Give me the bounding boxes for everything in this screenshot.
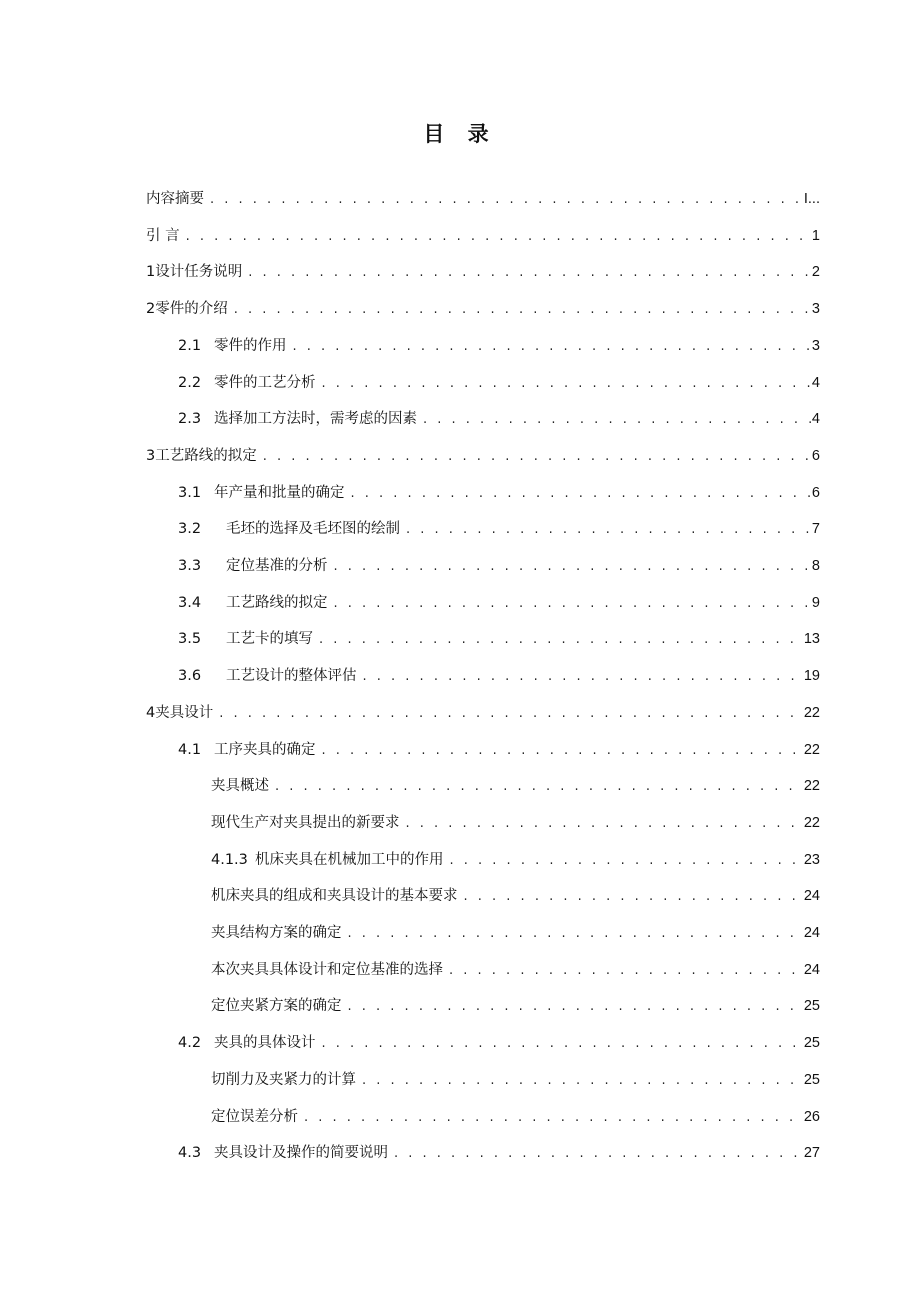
toc-entry-number: 4.1.3	[211, 852, 248, 868]
toc-entry[interactable]	[178, 592, 820, 614]
toc-entry-label	[178, 665, 359, 687]
toc-entry-text: 零件的作用	[214, 338, 287, 354]
toc-entry-label	[178, 335, 289, 357]
toc-entry[interactable]	[178, 335, 820, 357]
toc-leader-dots	[318, 373, 812, 395]
toc-entry-label	[211, 1069, 358, 1091]
toc-entry[interactable]	[211, 995, 820, 1017]
toc-entry-label	[178, 372, 318, 394]
toc-entry[interactable]	[211, 849, 820, 871]
toc-entry[interactable]	[178, 482, 820, 504]
toc-entry-page-number: 24	[803, 888, 820, 904]
toc-leader-dots	[358, 1070, 804, 1092]
toc-entry-text: 零件的介绍	[155, 301, 228, 317]
toc-entry[interactable]	[211, 812, 820, 834]
toc-entry-label	[178, 592, 330, 614]
toc-entry[interactable]	[146, 445, 820, 467]
toc-entry[interactable]	[211, 959, 820, 981]
toc-entry-text: 定位误差分析	[211, 1109, 298, 1125]
toc-entry[interactable]	[178, 739, 820, 761]
toc-leader-dots	[244, 262, 812, 284]
toc-entry-number: 3.4	[178, 595, 202, 611]
toc-entry[interactable]	[178, 665, 820, 687]
toc-entry[interactable]	[211, 922, 820, 944]
toc-entry-text: 现代生产对夹具提出的新要求	[211, 815, 400, 831]
toc-entry[interactable]	[211, 775, 820, 797]
toc-entry-page-number: 22	[803, 705, 820, 721]
toc-entry-number: 1	[146, 264, 156, 280]
toc-entry-label	[211, 849, 446, 871]
toc-entry-page-number: 27	[803, 1145, 820, 1161]
toc-entry-page-number: 22	[803, 815, 820, 831]
toc-leader-dots	[182, 226, 812, 248]
toc-entry-text: 切削力及夹紧力的计算	[211, 1072, 356, 1088]
toc-entry-page-number: 22	[803, 778, 820, 794]
toc-entry-text: 机床夹具在机械加工中的作用	[255, 852, 444, 868]
toc-leader-dots	[419, 409, 812, 431]
toc-entry[interactable]	[178, 518, 820, 540]
toc-leader-dots	[359, 666, 804, 688]
toc-entry-page-number: 2	[811, 264, 820, 280]
toc-leader-dots	[460, 886, 804, 908]
toc-entry-number: 2	[146, 301, 156, 317]
toc-entry[interactable]	[146, 188, 820, 210]
toc-entry-text: 定位基准的分析	[226, 558, 328, 574]
toc-entry-label	[178, 518, 402, 540]
toc-entry-number: 3.5	[178, 631, 202, 647]
toc-entry-page-number: 9	[811, 595, 820, 611]
toc-entry-page-number: 1	[811, 228, 820, 244]
toc-entry-number: 4.3	[178, 1145, 202, 1161]
toc-entry-page-number: 26	[803, 1109, 820, 1125]
toc-entry-text: 毛坯的选择及毛坯图的绘制	[226, 521, 400, 537]
toc-entry-label	[211, 959, 445, 981]
toc-entry-label	[146, 188, 206, 210]
toc-entry-label	[146, 702, 215, 724]
toc-entry-text: 选择加工方法时，需考虑的因素	[214, 411, 417, 427]
toc-entry-text: 设计任务说明	[155, 264, 243, 280]
toc-entry-number: 3.2	[178, 521, 202, 537]
toc-entry-text: 定位夹紧方案的确定	[211, 998, 342, 1014]
toc-entry-number: 2.2	[178, 375, 202, 391]
toc-leader-dots	[446, 850, 804, 872]
toc-entry-label	[178, 408, 419, 430]
toc-entry-number: 4	[146, 705, 156, 721]
toc-entry-text: 夹具概述	[211, 778, 269, 794]
toc-entry[interactable]	[211, 1069, 820, 1091]
toc-entry-label	[178, 1142, 390, 1164]
toc-entry-page-number: I...	[803, 191, 820, 207]
toc-leader-dots	[402, 519, 812, 541]
toc-entry-page-number: 24	[803, 925, 820, 941]
toc-leader-dots	[445, 960, 804, 982]
toc-entry-text: 机床夹具的组成和夹具设计的基本要求	[211, 888, 458, 904]
toc-entry[interactable]	[178, 628, 820, 650]
toc-entry-text: 工序夹具的确定	[214, 742, 316, 758]
toc-entry-page-number: 25	[803, 1035, 820, 1051]
toc-entry[interactable]	[146, 225, 820, 247]
toc-entry-page-number: 13	[803, 631, 820, 647]
toc-entry-text: 本次夹具具体设计和定位基准的选择	[211, 962, 443, 978]
toc-entry-number: 3	[146, 448, 156, 464]
toc-entry-label	[211, 1106, 300, 1128]
toc-entry[interactable]	[178, 372, 820, 394]
toc-entry[interactable]	[146, 298, 820, 320]
toc-entry-text: 年产量和批量的确定	[214, 485, 345, 501]
toc-entry-text: 夹具设计	[155, 705, 214, 721]
toc-leader-dots	[289, 336, 812, 358]
toc-entry-page-number: 25	[803, 998, 820, 1014]
toc-entry-page-number: 24	[803, 962, 820, 978]
toc-entry-label	[178, 1032, 318, 1054]
toc-entry-number: 4.1	[178, 742, 202, 758]
toc-entry[interactable]	[178, 555, 820, 577]
toc-entry-number: 3.1	[178, 485, 202, 501]
toc-entry-number: 2.3	[178, 411, 202, 427]
toc-leader-dots	[344, 923, 804, 945]
toc-entry-label	[178, 628, 315, 650]
toc-entry-label	[211, 812, 402, 834]
toc-entry-page-number: 19	[803, 668, 820, 684]
toc-leader-dots	[330, 556, 812, 578]
toc-entry[interactable]	[146, 261, 820, 283]
toc-entry-text: 引 言	[146, 228, 180, 244]
toc-leader-dots	[318, 740, 804, 762]
toc-leader-dots	[206, 189, 804, 211]
toc-leader-dots	[344, 996, 804, 1018]
toc-title: 目 录	[423, 122, 497, 146]
toc-entry[interactable]	[146, 702, 820, 724]
toc-entry-text: 工艺路线的拟定	[226, 595, 328, 611]
toc-entry-label	[178, 739, 318, 761]
toc-entry-number: 4.2	[178, 1035, 202, 1051]
toc-leader-dots	[230, 299, 812, 321]
toc-entry-page-number: 3	[811, 338, 820, 354]
toc-entry-page-number: 25	[803, 1072, 820, 1088]
toc-leader-dots	[271, 776, 804, 798]
toc-entry[interactable]	[211, 1106, 820, 1128]
toc-leader-dots	[215, 703, 804, 725]
toc-entry-label	[211, 995, 344, 1017]
toc-entry-label	[178, 482, 347, 504]
toc-leader-dots	[259, 446, 812, 468]
toc-entry-text: 工艺卡的填写	[226, 631, 313, 647]
toc-entry-page-number: 4	[811, 375, 820, 391]
toc-entry-text: 零件的工艺分析	[214, 375, 316, 391]
toc-entry-text: 内容摘要	[146, 191, 204, 207]
toc-entry[interactable]	[178, 1032, 820, 1054]
toc-entry-number: 3.3	[178, 558, 202, 574]
toc-entry-text: 夹具设计及操作的简要说明	[214, 1145, 388, 1161]
toc-entry-page-number: 22	[803, 742, 820, 758]
toc-entry-label	[211, 775, 271, 797]
toc-leader-dots	[315, 629, 804, 651]
toc-entry[interactable]	[211, 885, 820, 907]
toc-entry-label	[178, 555, 330, 577]
toc-entry-label	[146, 225, 182, 247]
toc-entry-label	[146, 261, 244, 283]
toc-entry-text: 工艺路线的拟定	[155, 448, 257, 464]
toc-leader-dots	[330, 593, 812, 615]
toc-entry-label	[211, 885, 460, 907]
toc-entry-label	[146, 298, 230, 320]
toc-entry-number: 2.1	[178, 338, 202, 354]
toc-entry-page-number: 23	[803, 852, 820, 868]
toc-entry-page-number: 7	[811, 521, 820, 537]
toc-entry[interactable]	[178, 1142, 820, 1164]
toc-entry-text: 夹具的具体设计	[214, 1035, 316, 1051]
toc-entry-number: 3.6	[178, 668, 202, 684]
toc-leader-dots	[402, 813, 804, 835]
toc-entry-page-number: 3	[811, 301, 820, 317]
toc-entry-text: 夹具结构方案的确定	[211, 925, 342, 941]
toc-entry-page-number: 6	[811, 448, 820, 464]
toc-leader-dots	[318, 1033, 804, 1055]
toc-entry-label	[146, 445, 259, 467]
toc-entry-page-number: 6	[811, 485, 820, 501]
toc-leader-dots	[347, 483, 812, 505]
toc-entry-label	[211, 922, 344, 944]
toc-leader-dots	[300, 1107, 804, 1129]
toc-leader-dots	[390, 1143, 804, 1165]
toc-entry[interactable]	[178, 408, 820, 430]
toc-entry-page-number: 4	[811, 411, 820, 427]
toc-entry-text: 工艺设计的整体评估	[226, 668, 357, 684]
toc-entry-page-number: 8	[811, 558, 820, 574]
